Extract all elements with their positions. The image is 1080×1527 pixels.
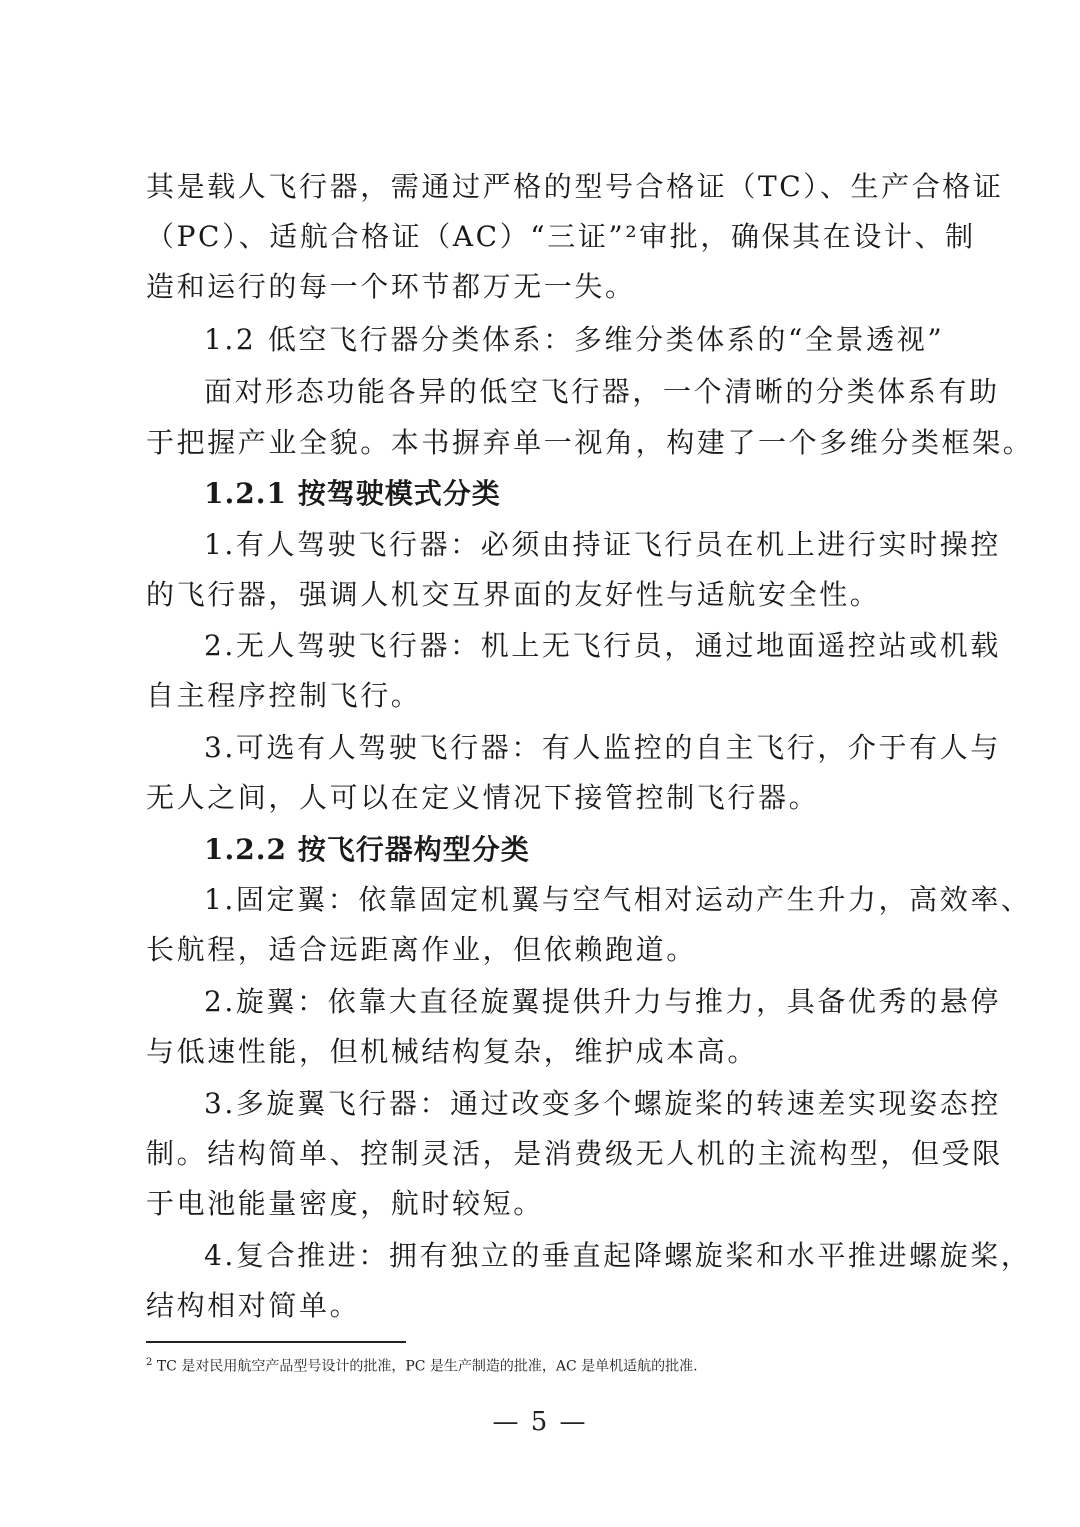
body-line: 自主程序控制飞行。 bbox=[146, 679, 422, 712]
footnote bbox=[146, 1353, 966, 1377]
body-line: 3.可选有人驾驶飞行器：有人监控的自主飞行，介于有人与 bbox=[204, 731, 1001, 764]
body-line: 2.无人驾驶飞行器：机上无飞行员，通过地面遥控站或机载 bbox=[204, 629, 1001, 662]
body-line: 1.固定翼：依靠固定机翼与空气相对运动产生升力，高效率、 bbox=[204, 883, 1032, 916]
body-line: 于把握产业全貌。本书摒弃单一视角，构建了一个多维分类框架。 bbox=[146, 426, 1034, 459]
subsection-heading-1-2-1: 1.2.1 按驾驶模式分类 bbox=[204, 477, 501, 510]
body-line: 制。结构简单、控制灵活，是消费级无人机的主流构型，但受限 bbox=[146, 1137, 1003, 1170]
body-line: 与低速性能，但机械结构复杂，维护成本高。 bbox=[146, 1035, 759, 1068]
body-line: 面对形态功能各异的低空飞行器，一个清晰的分类体系有助 bbox=[204, 375, 1000, 408]
body-line: 2.旋翼：依靠大直径旋翼提供升力与推力，具备优秀的悬停 bbox=[204, 985, 1001, 1018]
body-line: 长航程，适合远距离作业，但依赖跑道。 bbox=[146, 933, 697, 966]
body-line: （PC）、适航合格证（AC）“三证”²审批，确保其在设计、制 bbox=[146, 220, 976, 253]
body-line: 的飞行器，强调人机交互界面的友好性与适航安全性。 bbox=[146, 578, 881, 611]
body-line: 结构相对简单。 bbox=[146, 1289, 361, 1322]
body-line: 无人之间，人可以在定义情况下接管控制飞行器。 bbox=[146, 781, 820, 814]
body-line: 其是载人飞行器，需通过严格的型号合格证（TC）、生产合格证 bbox=[146, 170, 1004, 203]
footnote-divider bbox=[146, 1341, 406, 1343]
body-line: 3.多旋翼飞行器：通过改变多个螺旋桨的转速差实现姿态控 bbox=[204, 1087, 1001, 1120]
page-number: — 5 — bbox=[492, 1407, 588, 1437]
body-line: 4.复合推进：拥有独立的垂直起降螺旋桨和水平推进螺旋桨， bbox=[204, 1239, 1032, 1272]
subsection-heading-1-2-2: 1.2.2 按飞行器构型分类 bbox=[204, 833, 530, 866]
footnote-mark: 2 bbox=[146, 1357, 153, 1368]
body-line: 于电池能量密度，航时较短。 bbox=[146, 1187, 544, 1220]
body-line: 造和运行的每一个环节都万无一失。 bbox=[146, 270, 636, 303]
footnote-text: TC 是对民用航空产品型号设计的批准，PC 是生产制造的批准，AC 是单机适航的批准. bbox=[156, 1358, 698, 1375]
body-line: 1.有人驾驶飞行器：必须由持证飞行员在机上进行实时操控 bbox=[204, 528, 1001, 561]
section-heading-1-2: 1.2 低空飞行器分类体系：多维分类体系的“全景透视” bbox=[204, 323, 945, 356]
